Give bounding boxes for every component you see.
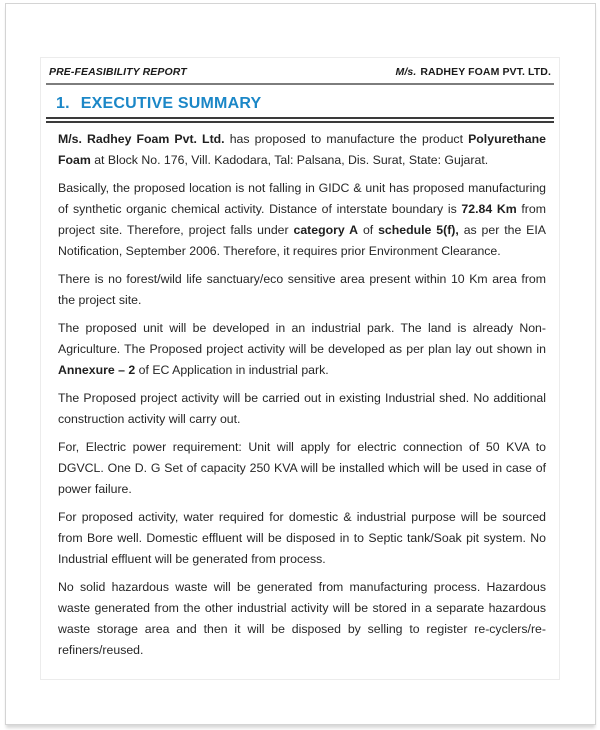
paragraph — [58, 507, 546, 570]
text-run: Annexure – 2 — [58, 363, 136, 377]
document-page — [5, 3, 596, 725]
text-run: No solid hazardous waste will be generated from manufacturing process. Hazardous waste generated from the other industrial activity will be stored in a separate hazardous waste storage area and then it will be disposed by selling to register re-cyclers/re-refiners/reused. — [58, 580, 546, 657]
header-company-name: RADHEY FOAM PVT. LTD. — [420, 66, 551, 78]
paragraph — [58, 437, 546, 500]
header-company-prefix: M/s. — [395, 66, 417, 78]
text-run: of — [358, 223, 379, 237]
paragraph — [58, 129, 546, 171]
text-run: has proposed to manufacture the product — [224, 132, 469, 146]
paragraph — [58, 318, 546, 381]
section-title: EXECUTIVE SUMMARY — [80, 95, 262, 112]
paragraph — [58, 269, 546, 311]
text-run: of EC Application in industrial park. — [135, 363, 329, 377]
text-run: There is no forest/wild life sanctuary/eco sensitive area present within 10 Km area from the project site. — [58, 272, 546, 307]
text-run: M/s. Radhey Foam Pvt. Ltd. — [58, 132, 225, 146]
paragraph — [58, 388, 546, 430]
report-header — [46, 58, 554, 85]
text-run: The Proposed project activity will be carried out in existing Industrial shed. No additional construction activity will carry out. — [58, 391, 546, 426]
header-company — [396, 66, 551, 78]
text-run: Basically, the proposed location is not falling in GIDC & unit has proposed manufacturing of synthetic organic chemical activity. Distance of interstate boundary is — [58, 181, 546, 216]
text-run: schedule 5(f), — [378, 223, 459, 237]
header-report-title: PRE-FEASIBILITY REPORT — [49, 66, 187, 78]
text-run: For proposed activity, water required for domestic & industrial purpose will be sourced from Bore well. Domestic effluent will be disposed in to Septic tank/Soak pit system. No Industrial effluent will be generated from process. — [58, 510, 546, 566]
text-run: The proposed unit will be developed in an industrial park. The land is already Non-Agriculture. The Proposed project activity will be developed as per plan lay out shown in — [58, 321, 546, 356]
paragraph — [58, 577, 546, 661]
text-run: at Block No. 176, Vill. Kadodara, Tal: Palsana, Dis. Surat, State: Gujarat. — [90, 153, 489, 167]
text-run: from project site. Therefore, project falls under — [58, 202, 546, 237]
paragraphs — [41, 123, 559, 679]
text-run: Polyurethane Foam — [58, 132, 546, 167]
text-run: 72.84 Km — [461, 202, 517, 216]
text-run: category A — [293, 223, 359, 237]
content-frame — [40, 57, 560, 680]
paragraph — [58, 178, 546, 262]
text-run: For, Electric power requirement: Unit will apply for electric connection of 50 KVA to DGVCL. One D. G Set of capacity 250 KVA will be installed which will be used in case of power failure. — [58, 440, 546, 496]
text-run: as per the EIA Notification, September 2006. Therefore, it requires prior Environment Clearance. — [58, 223, 547, 258]
section-number: 1. — [56, 95, 70, 112]
section-heading — [56, 95, 559, 113]
